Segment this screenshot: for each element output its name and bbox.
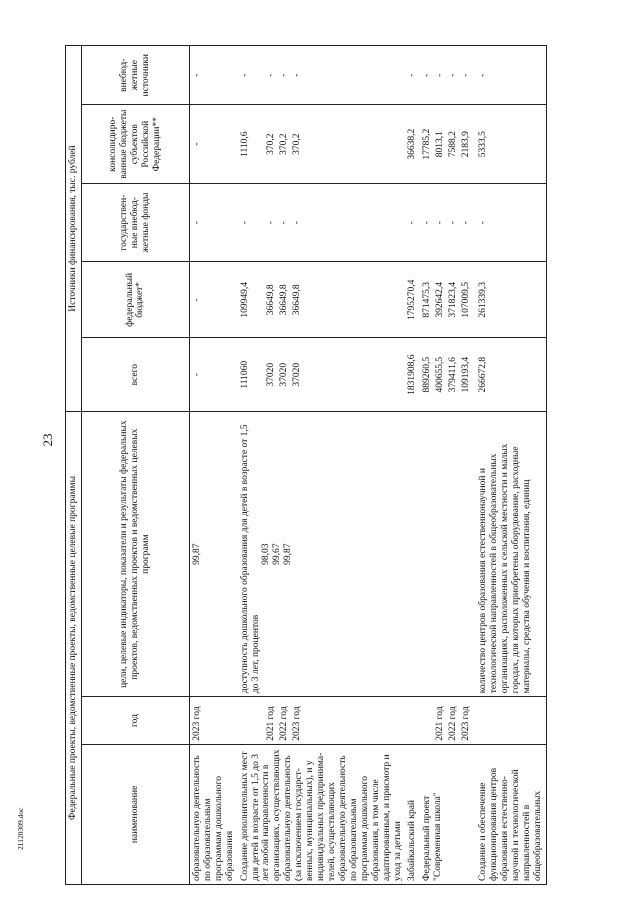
total-2022: 379411,6	[448, 357, 459, 393]
row-year	[405, 697, 420, 745]
row-years	[420, 697, 476, 745]
regional-2021: 8013,1	[435, 131, 446, 158]
row-goal	[420, 412, 476, 697]
project-offbudget	[420, 46, 476, 105]
header-goals: цели, целевые индикаторы, показатели и результаты федеральных проектов, ведомственных проектов и ведомственных целевых программ	[81, 412, 189, 697]
federal-2021: 36649,8	[265, 284, 276, 316]
header-offbudget: внебюд-жетные источники	[81, 46, 189, 105]
row-offbudget: -	[189, 46, 237, 105]
table-row	[238, 46, 406, 885]
goal-text: доступность дошкольного образования для детей в возрасте от 1,5 до 3 лет, процентов	[239, 424, 261, 694]
row-federal: 261339,3	[476, 262, 546, 338]
regional-sum: 17785,2	[422, 128, 433, 160]
rotated-page	[65, 45, 600, 885]
federal-2023: 107009,5	[461, 282, 472, 318]
row-offbudget: -	[476, 46, 546, 105]
year-2023: 2023 год	[461, 706, 472, 741]
row-goal	[405, 412, 420, 697]
header-state-funds: государствен-ные внебюд-жетные фонды	[81, 183, 189, 261]
header-federal: федеральный бюджет*	[81, 262, 189, 338]
year-2022: 2022 год	[278, 706, 289, 741]
row-year	[476, 697, 546, 745]
year-2021: 2021 год	[435, 706, 446, 741]
header-name: наименование	[81, 744, 189, 884]
state-2021: -	[435, 221, 446, 225]
header-group-row	[66, 46, 82, 885]
header-regional: консолидиро-ванные бюджеты субъектов Российской Федерации**	[81, 105, 189, 183]
row-goal	[238, 412, 406, 697]
total-2023: 109193,4	[461, 356, 472, 393]
offbudget-2023: -	[461, 73, 472, 77]
row-federal	[238, 262, 406, 338]
region-regional: 36638,2	[405, 105, 420, 183]
row-total: -	[189, 338, 237, 412]
project-name: Федеральный проект "Современная школа"	[420, 744, 476, 884]
total-sum: 111060	[239, 360, 250, 389]
row-regional	[238, 105, 406, 183]
federal-sum: 109949,4	[239, 282, 250, 318]
offbudget-2023: -	[291, 73, 302, 77]
row-name: образовательную деятельность по образовательным программам дошкольного образования	[189, 744, 237, 884]
goal-value-2021: 98,03	[261, 543, 272, 565]
federal-2022: 371823,4	[448, 282, 459, 318]
row-total: 266672,8	[476, 338, 546, 412]
region-name: Забайкальский край	[405, 744, 420, 884]
federal-2021: 392642,4	[435, 282, 446, 318]
offbudget-sum: -	[422, 73, 433, 77]
federal-sum: 871475,3	[422, 282, 433, 318]
row-offbudget	[238, 46, 406, 105]
header-total: всего	[81, 338, 189, 412]
total-2021: 37020	[265, 362, 276, 387]
state-sum: -	[422, 221, 433, 225]
region-state-funds: -	[405, 183, 420, 261]
state-2022: -	[448, 221, 459, 225]
header-projects: Федеральные проекты, ведомственные проекты, ведомственные целевые программы	[66, 412, 82, 885]
total-sum: 889260,5	[422, 356, 433, 393]
region-offbudget: -	[405, 46, 420, 105]
year-2023: 2023 год	[291, 706, 302, 741]
row-year: 2023 год	[189, 697, 237, 745]
goal-value-2023: 99,87	[283, 543, 294, 565]
header-sources: Источники финансирования, тыс. рублей	[66, 46, 82, 412]
federal-2023: 36649,8	[291, 284, 302, 316]
row-federal: -	[189, 262, 237, 338]
year-2022: 2022 год	[448, 706, 459, 741]
row-name: Создание и обеспечение функционирования центров образования естественно-научной и технологической направленностей в общеобразовательных	[476, 744, 546, 884]
regional-2023: 370,2	[291, 133, 302, 155]
row-state-funds	[238, 183, 406, 261]
year-2021: 2021 год	[265, 706, 276, 741]
regional-2021: 370,2	[265, 133, 276, 155]
regional-2022: 370,2	[278, 133, 289, 155]
total-2022: 37020	[278, 362, 289, 387]
row-state-funds: -	[189, 183, 237, 261]
row-years	[238, 697, 406, 745]
offbudget-2022: -	[448, 73, 459, 77]
regional-2023: 2183,9	[461, 131, 472, 158]
project-federal	[420, 262, 476, 338]
row-goal: количество центров образования естественнонаучной и технологической направленностей в общеобразовательных организациях, расположенных в сельской местности и малых городах, для которых приобретены оборудование, расходные материалы, средства обучения и воспитания, единиц	[476, 412, 546, 697]
row-goal-value: 99,87	[189, 412, 237, 697]
row-total	[238, 338, 406, 412]
table-row	[189, 46, 237, 885]
total-2023: 37020	[291, 362, 302, 387]
offbudget-sum: -	[239, 73, 250, 77]
region-federal: 1795270,4	[405, 262, 420, 338]
regional-sum: 1110,6	[239, 131, 250, 157]
project-regional	[420, 105, 476, 183]
row-regional: -	[189, 105, 237, 183]
state-sum: -	[239, 221, 250, 225]
table-row	[476, 46, 546, 885]
region-total: 1831908,6	[405, 338, 420, 412]
header-year: год	[81, 697, 189, 745]
header-columns-row	[81, 46, 189, 885]
offbudget-2022: -	[278, 73, 289, 77]
state-2021: -	[265, 221, 276, 225]
row-name: Создание дополнительных мест для детей в возрасте от 1,5 до 3 лет любой направленности в организациях, осуществляющих образовательную деятельность (за исключением государст-венных, муниципальных), и у индивидуальных предпринима-телей, осуществляющих образовательную деятельность по образовательным программам дошкольного образования, в том числе адаптированным, и присмотр и уход за детьми	[238, 744, 406, 884]
state-2022: -	[278, 221, 289, 225]
goal-value-2022: 99,67	[272, 543, 283, 565]
project-state-funds	[420, 183, 476, 261]
row-state-funds: -	[476, 183, 546, 261]
federal-2022: 36649,8	[278, 284, 289, 316]
total-2021: 400655,5	[435, 356, 446, 393]
offbudget-2021: -	[435, 73, 446, 77]
project-total	[420, 338, 476, 412]
financing-table	[65, 45, 547, 885]
footer-code: 21120309.doc	[16, 807, 25, 850]
table-row	[405, 46, 420, 885]
page-number: 23	[40, 433, 55, 447]
state-2023: -	[461, 221, 472, 225]
offbudget-2021: -	[265, 73, 276, 77]
table-row	[420, 46, 476, 885]
regional-2022: 7588,2	[448, 131, 459, 158]
row-regional: 5333,5	[476, 105, 546, 183]
state-2023: -	[291, 221, 302, 225]
